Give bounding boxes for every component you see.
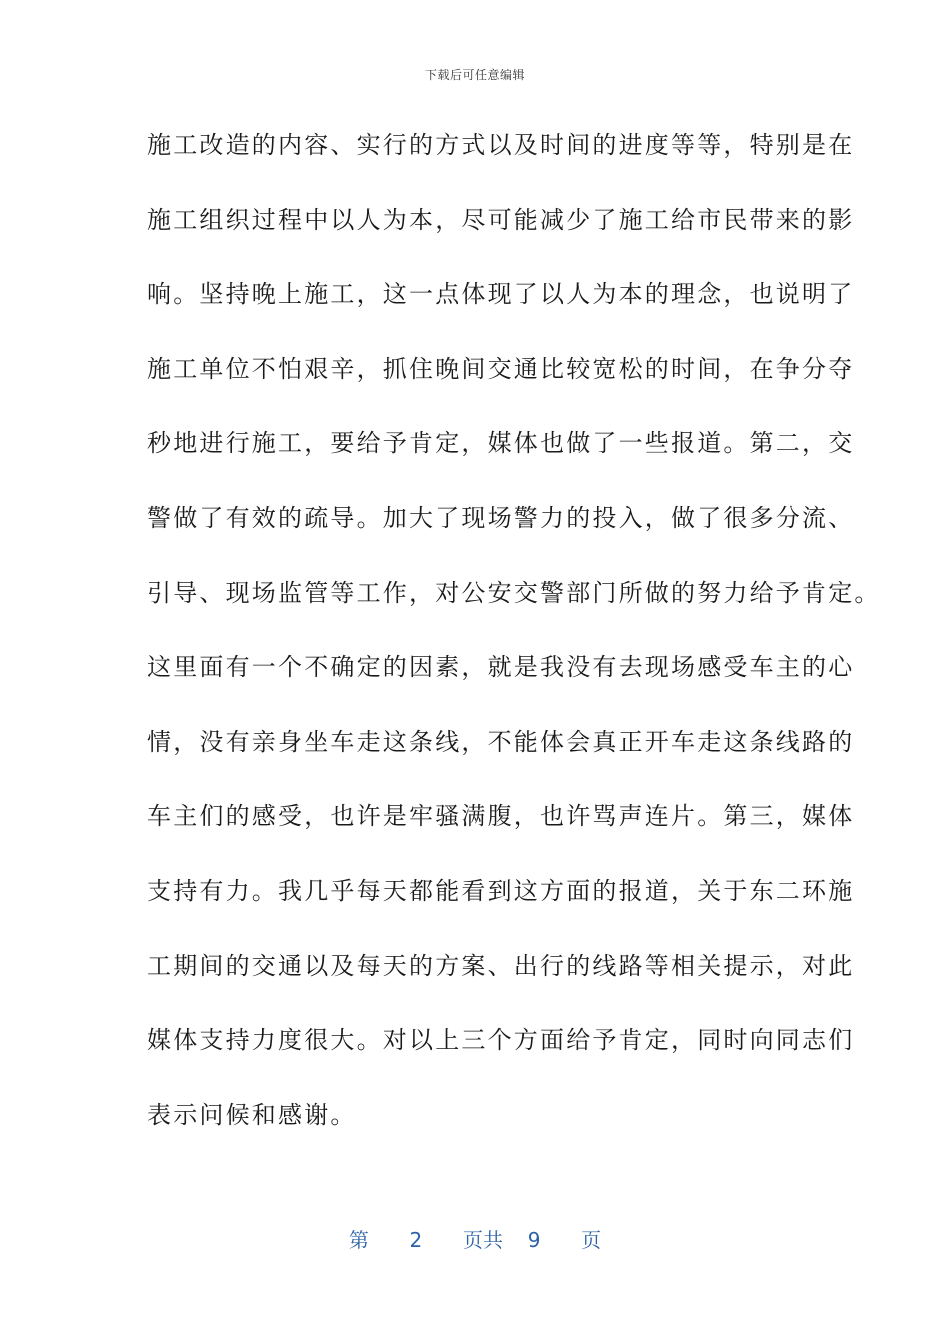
- current-page-number: 2: [409, 1228, 423, 1252]
- body-line: 施工组织过程中以人为本，尽可能减少了施工给市民带来的影: [147, 205, 855, 234]
- page-label-suffix: 页: [581, 1228, 602, 1252]
- total-page-number: 9: [527, 1228, 541, 1252]
- body-line: 工期间的交通以及每天的方案、出行的线路等相关提示，对此: [147, 951, 855, 980]
- document-body: [147, 122, 881, 1166]
- body-line: 这里面有一个不确定的因素，就是我没有去现场感受车主的心: [147, 653, 855, 682]
- page-label-prefix: 第: [348, 1228, 369, 1252]
- page-header-note: 下载后可任意编辑: [424, 68, 525, 82]
- body-line: 警做了有效的疏导。加大了现场警力的投入，做了很多分流、: [147, 503, 855, 532]
- page-number-footer: [0, 1224, 950, 1253]
- page-label-middle: 页共: [463, 1228, 503, 1252]
- body-line: 响。坚持晚上施工，这一点体现了以人为本的理念，也说明了: [147, 280, 855, 309]
- body-line: 表示问候和感谢。: [147, 1100, 357, 1129]
- body-line: 引导、现场监管等工作，对公安交警部门所做的努力给予肯定。: [147, 578, 881, 607]
- body-line: 支持有力。我几乎每天都能看到这方面的报道，关于东二环施: [147, 876, 855, 905]
- body-line: 车主们的感受，也许是牢骚满腹，也许骂声连片。第三，媒体: [147, 802, 855, 831]
- body-line: 施工改造的内容、实行的方式以及时间的进度等等，特别是在: [147, 131, 855, 159]
- body-line: 秒地进行施工，要给予肯定，媒体也做了一些报道。第二，交: [147, 429, 855, 458]
- body-line: 施工单位不怕艰辛，抓住晚间交通比较宽松的时间，在争分夺: [147, 354, 855, 383]
- body-line: 情，没有亲身坐车走这条线，不能体会真正开车走这条线路的: [147, 727, 855, 756]
- body-line: 媒体支持力度很大。对以上三个方面给予肯定，同时向同志们: [147, 1026, 855, 1055]
